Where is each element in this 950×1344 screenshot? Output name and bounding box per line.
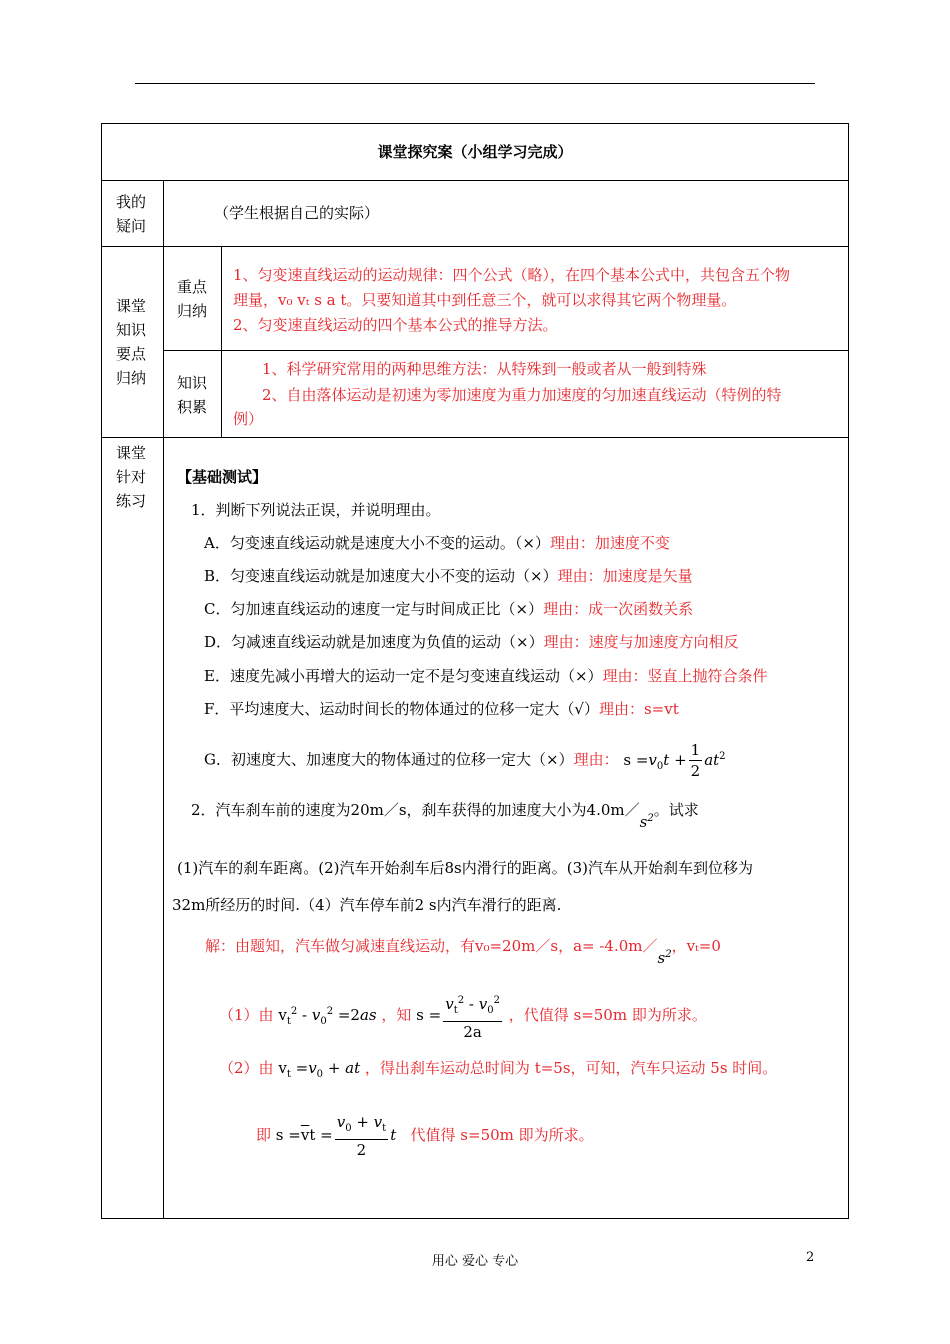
table-col-divider — [163, 180, 164, 1219]
label-practice: 课堂 针对 练习 — [116, 444, 147, 510]
item-g: G．初速度大、加速度大的物体通过的位移一定大（×）理由： $s =v_0t$ + $\frac{1}{2}$ $at^2$ — [204, 741, 726, 780]
practice-heading: 【基础测试】 — [177, 468, 268, 486]
table-row-divider — [101, 180, 849, 181]
solution-step-3: 即 $s =\overline{v}t$ = $\frac{v_0 + v_t}{2}$ t 代值得 s=50m 即为所求。 — [256, 1113, 594, 1159]
questions-text: （学生根据自己的实际） — [214, 204, 380, 222]
item-e: E．速度先减小再增大的运动一定不是匀变速直线运动（×）理由：竖直上抛符合条件 — [204, 667, 768, 685]
table-border-top — [101, 123, 849, 124]
page-title: 课堂探究案（小组学习完成） — [377, 143, 573, 161]
question-1: 1．判断下列说法正误，并说明理由。 — [191, 501, 441, 519]
label-focus-summary: 重点 归纳 — [177, 278, 208, 320]
item-b: B．匀变速直线运动就是加速度大小不变的运动（×）理由：加速度是矢量 — [204, 567, 693, 585]
solution-intro: 解：由题知，汽车做匀减速直线运动，有v₀=20m／s，$a= -4.0m/s^2$，vₜ=0 — [205, 937, 721, 967]
table-border-bottom — [101, 1218, 849, 1219]
focus-line-1: 1、匀变速直线运动的运动规律：四个公式（略），在四个基本公式中，共包含五个物 — [233, 266, 791, 284]
label-key-points: 课堂 知识 要点 归纳 — [116, 297, 147, 387]
knowledge-line-2: 2、自由落体运动是初速为零加速度为重力加速度的匀加速直线运动（特例的特 — [262, 386, 782, 404]
question-2-sub1: (1)汽车的刹车距离。(2)汽车开始刹车后8s内滑行的距离。(3)汽车从开始刹车到位移为 — [177, 859, 753, 877]
table-row-divider — [101, 437, 849, 438]
table-row-divider — [101, 246, 849, 247]
question-2: 2．汽车刹车前的速度为20m／s，刹车获得的加速度大小为$4.0m/s^2$。试求 — [191, 801, 699, 831]
table-col-divider — [221, 246, 222, 438]
table-border-left — [101, 123, 102, 1219]
page-number: 2 — [806, 1250, 815, 1265]
solution-step-1: （1）由 $v_t^2 - v_0^2 =2as$ ，知 s = $\frac{v_t^2 - v_0^2}{2a}$ ，代值得 s=50m 即为所求。 — [219, 990, 707, 1044]
focus-line-3: 2、匀变速直线运动的四个基本公式的推导方法。 — [233, 316, 558, 334]
formula-displacement: $s =v_0t$ + $\frac{1}{2}$ $at^2$ — [623, 741, 726, 780]
item-a: A．匀变速直线运动就是速度大小不变的运动。（×）理由：加速度不变 — [204, 534, 670, 552]
table-row-divider — [163, 350, 849, 351]
table-border-right — [848, 123, 849, 1219]
focus-line-2: 理量，v₀ vₜ s a t。只要知道其中到任意三个，就可以求得其它两个物理量。 — [233, 291, 737, 309]
item-d: D．匀减速直线运动就是加速度为负值的运动（×）理由：速度与加速度方向相反 — [204, 633, 739, 651]
footer-motto: 用心 爱心 专心 — [431, 1254, 519, 1269]
item-c: C．匀加速直线运动的速度一定与时间成正比（×）理由：成一次函数关系 — [204, 600, 694, 618]
question-2-sub2: 32m所经历的时间.（4）汽车停车前2 s内汽车滑行的距离. — [172, 896, 562, 914]
knowledge-line-1: 1、科学研究常用的两种思维方法：从特殊到一般或者从一般到特殊 — [262, 360, 707, 378]
label-my-questions: 我的 疑问 — [116, 193, 147, 235]
knowledge-line-3: 例） — [233, 410, 264, 428]
solution-step-2: （2）由 $v_t =v_0$ + at ，得出刹车运动总时间为 t=5s，可知，汽车只运动 5s 时间。 — [219, 1059, 778, 1080]
label-knowledge-accum: 知识 积累 — [177, 374, 208, 416]
header-rule — [135, 83, 815, 84]
item-f: F．平均速度大、运动时间长的物体通过的位移一定大（√）理由：s=vt — [204, 700, 679, 718]
